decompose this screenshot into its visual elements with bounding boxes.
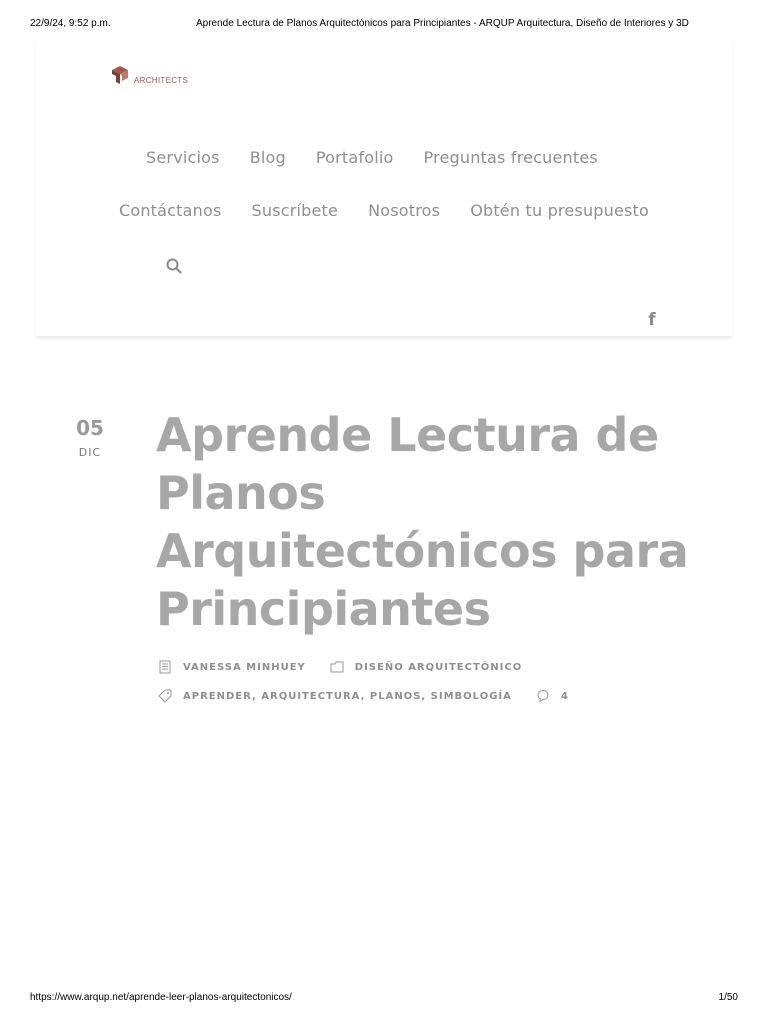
nav-item-contactanos[interactable]: Contáctanos: [118, 201, 222, 220]
nav-item-servicios[interactable]: Servicios: [146, 148, 220, 167]
post-meta-row-2: [158, 689, 569, 703]
post-month: DIC: [78, 446, 102, 459]
main-nav-row-2: [36, 201, 732, 220]
nav-item-portafolio[interactable]: Portafolio: [315, 148, 394, 167]
search-button[interactable]: [166, 258, 184, 276]
logo-mark-icon: [110, 66, 132, 86]
tag-icon: [158, 689, 172, 703]
facebook-link[interactable]: [644, 310, 660, 328]
nav-item-blog[interactable]: Blog: [249, 148, 286, 167]
post-comment-count[interactable]: 4: [560, 690, 569, 702]
post-author-link[interactable]: VANESSA MINHUEY: [183, 661, 306, 673]
post-category-link[interactable]: DISEÑO ARQUITECTÓNICO: [354, 661, 523, 673]
print-page-title: Aprende Lectura de Planos Arquitectónicos para Principiantes - ARQUP Arquitectura, Diseño de Interiores y 3D: [196, 18, 689, 29]
post-meta-row-1: [158, 660, 522, 674]
post-day: 05: [76, 416, 104, 440]
facebook-icon: f: [648, 310, 656, 330]
site-header: [36, 38, 732, 337]
post-title: Aprende Lectura de Planos Arquitectónicos para Principiantes: [156, 408, 689, 636]
author-icon: [158, 660, 172, 674]
nav-item-preguntas-frecuentes[interactable]: Preguntas frecuentes: [423, 148, 598, 167]
print-url: https://www.arqup.net/aprende-leer-planos-arquitectonicos/: [30, 992, 292, 1003]
search-icon: [166, 258, 182, 274]
nav-item-suscribete[interactable]: Suscríbete: [251, 201, 339, 220]
post-tags-link[interactable]: APRENDER, ARQUITECTURA, PLANOS, SIMBOLOGÍA: [183, 690, 512, 702]
print-page-number: 1/50: [718, 992, 738, 1003]
nav-item-nosotros[interactable]: Nosotros: [368, 201, 441, 220]
main-nav-row-1: [24, 148, 720, 167]
folder-icon: [330, 660, 344, 674]
nav-item-presupuesto[interactable]: Obtén tu presupuesto: [470, 201, 650, 220]
post-date-badge: [66, 416, 114, 459]
site-logo[interactable]: [110, 66, 188, 86]
comment-icon: [536, 689, 550, 703]
logo-text: ARCHITECTS: [134, 75, 189, 85]
print-datetime: 22/9/24, 9:52 p.m.: [30, 18, 111, 29]
